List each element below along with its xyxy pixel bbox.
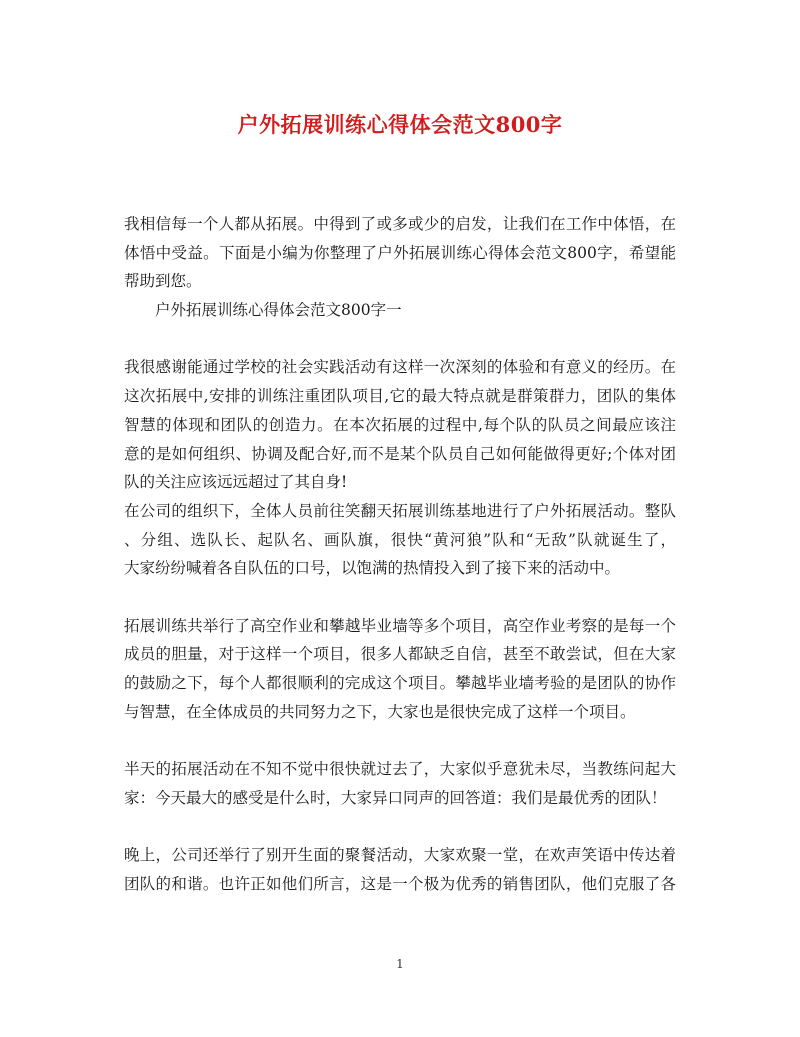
text-line: 拓展训练共举行了高空作业和攀越毕业墙等多个项目，高空作业考察的是每一个 [124, 616, 676, 635]
paragraph-gap [124, 726, 676, 755]
text-line: 智慧的体现和团队的创造力。在本次拓展的过程中,每个队的队员之间最应该注 [124, 415, 676, 434]
document-body [124, 210, 676, 899]
text-line: 意的是如何组织、协调及配合好,而不是某个队员自己如何能做得更好;个体对团 [124, 444, 676, 463]
paragraph-gap [124, 583, 676, 612]
text-line: 家：今天最大的感受是什么时，大家异口同声的回答道：我们是最优秀的团队！ [124, 788, 667, 807]
text-line: 与智慧，在全体成员的共同努力之下，大家也是很快完成了这样一个项目。 [124, 702, 636, 721]
text-line: 这次拓展中,安排的训练注重团队项目,它的最大特点就是群策群力，团队的集体 [124, 387, 676, 406]
section-heading [124, 296, 676, 325]
text-line: 大家纷纷喊着各自队伍的口号，以饱满的热情投入到了接下来的活动中。 [124, 559, 621, 578]
text-line: 、分组、选队长、起队名、画队旗，很快“黄河狼”队和“无敌”队就诞生了， [124, 530, 676, 549]
text-line: 体悟中受益。下面是小编为你整理了户外拓展训练心得体会范文800字，希望能 [124, 243, 676, 262]
paragraph [124, 497, 676, 583]
text-line: 我很感谢能通过学校的社会实践活动有这样一次深刻的体验和有意义的经历。在 [124, 358, 676, 377]
document-title: 户外拓展训练心得体会范文800字 [237, 112, 563, 137]
paragraph-gap [124, 325, 676, 354]
text-line: 晚上，公司还举行了别开生面的聚餐活动，大家欢聚一堂，在欢声笑语中传达着 [124, 846, 676, 865]
paragraph-intro [124, 210, 676, 296]
paragraph [124, 612, 676, 727]
page-number: 1 [396, 957, 404, 971]
text-line: 团队的和谐。也许正如他们所言，这是一个极为优秀的销售团队，他们克服了各 [124, 874, 676, 893]
paragraph [124, 755, 676, 812]
paragraph [124, 353, 676, 496]
text-line: 半天的拓展活动在不知不觉中很快就过去了，大家似乎意犹未尽，当教练问起大 [124, 760, 676, 779]
text-line: 我相信每一个人都从拓展。中得到了或多或少的启发，让我们在工作中体悟，在 [124, 215, 676, 233]
text-line: 队的关注应该远远超过了其自身! [124, 473, 348, 492]
section-heading-text: 户外拓展训练心得体会范文800字一 [155, 301, 402, 320]
text-line: 在公司的组织下，全体人员前往笑翻天拓展训练基地进行了户外拓展活动。整队 [124, 501, 676, 520]
text-line: 的鼓励之下，每个人都很顺利的完成这个项目。攀越毕业墙考验的是团队的协作 [124, 674, 676, 692]
paragraph-gap [124, 812, 676, 841]
text-line: 成员的胆量，对于这样一个项目，很多人都缺乏自信，甚至不敢尝试，但在大家 [124, 645, 676, 664]
paragraph [124, 841, 676, 898]
text-line: 帮助到您。 [124, 272, 202, 291]
